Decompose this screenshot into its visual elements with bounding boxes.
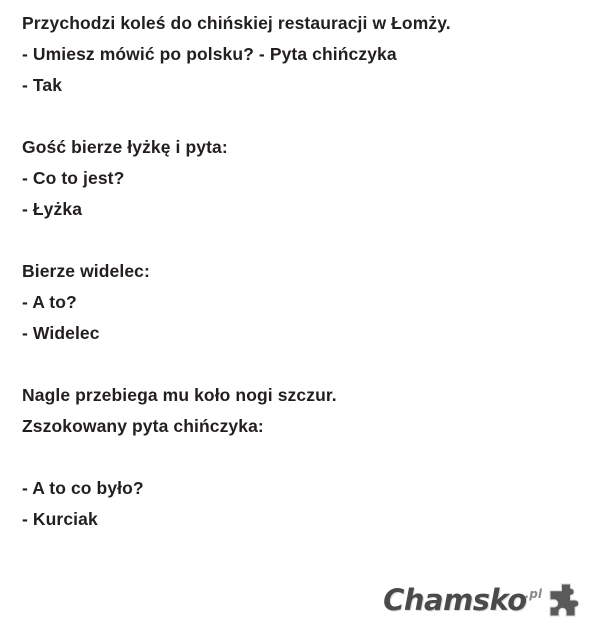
joke-line: Zszokowany pyta chińczyka: xyxy=(22,416,264,436)
joke-line: Nagle przebiega mu koło nogi szczur. xyxy=(22,385,337,405)
joke-line: Przychodzi koleś do chińskiej restauracji w Łomży. xyxy=(22,13,451,33)
joke-line: - A to? xyxy=(22,292,77,312)
joke-line: - A to co było? xyxy=(22,478,144,498)
watermark-tld: .pl xyxy=(524,587,542,601)
joke-line: Bierze widelec: xyxy=(22,261,150,281)
joke-line: - Tak xyxy=(22,75,63,95)
joke-text-block xyxy=(22,8,578,535)
joke-line: - Co to jest? xyxy=(22,168,125,188)
watermark-text-wrap xyxy=(383,583,544,617)
puzzle-piece-icon xyxy=(546,580,586,620)
joke-line: - Łyżka xyxy=(22,199,83,219)
joke-line: - Kurciak xyxy=(22,509,98,529)
joke-line-blank xyxy=(22,101,578,132)
watermark-name: Chamsko xyxy=(383,583,527,617)
joke-line-blank xyxy=(22,225,578,256)
joke-line-blank xyxy=(22,442,578,473)
joke-line-blank xyxy=(22,349,578,380)
watermark xyxy=(383,578,586,622)
joke-line: - Umiesz mówić po polsku? - Pyta chińczyka xyxy=(22,44,397,64)
joke-line: Gość bierze łyżkę i pyta: xyxy=(22,137,228,157)
joke-line: - Widelec xyxy=(22,323,100,343)
